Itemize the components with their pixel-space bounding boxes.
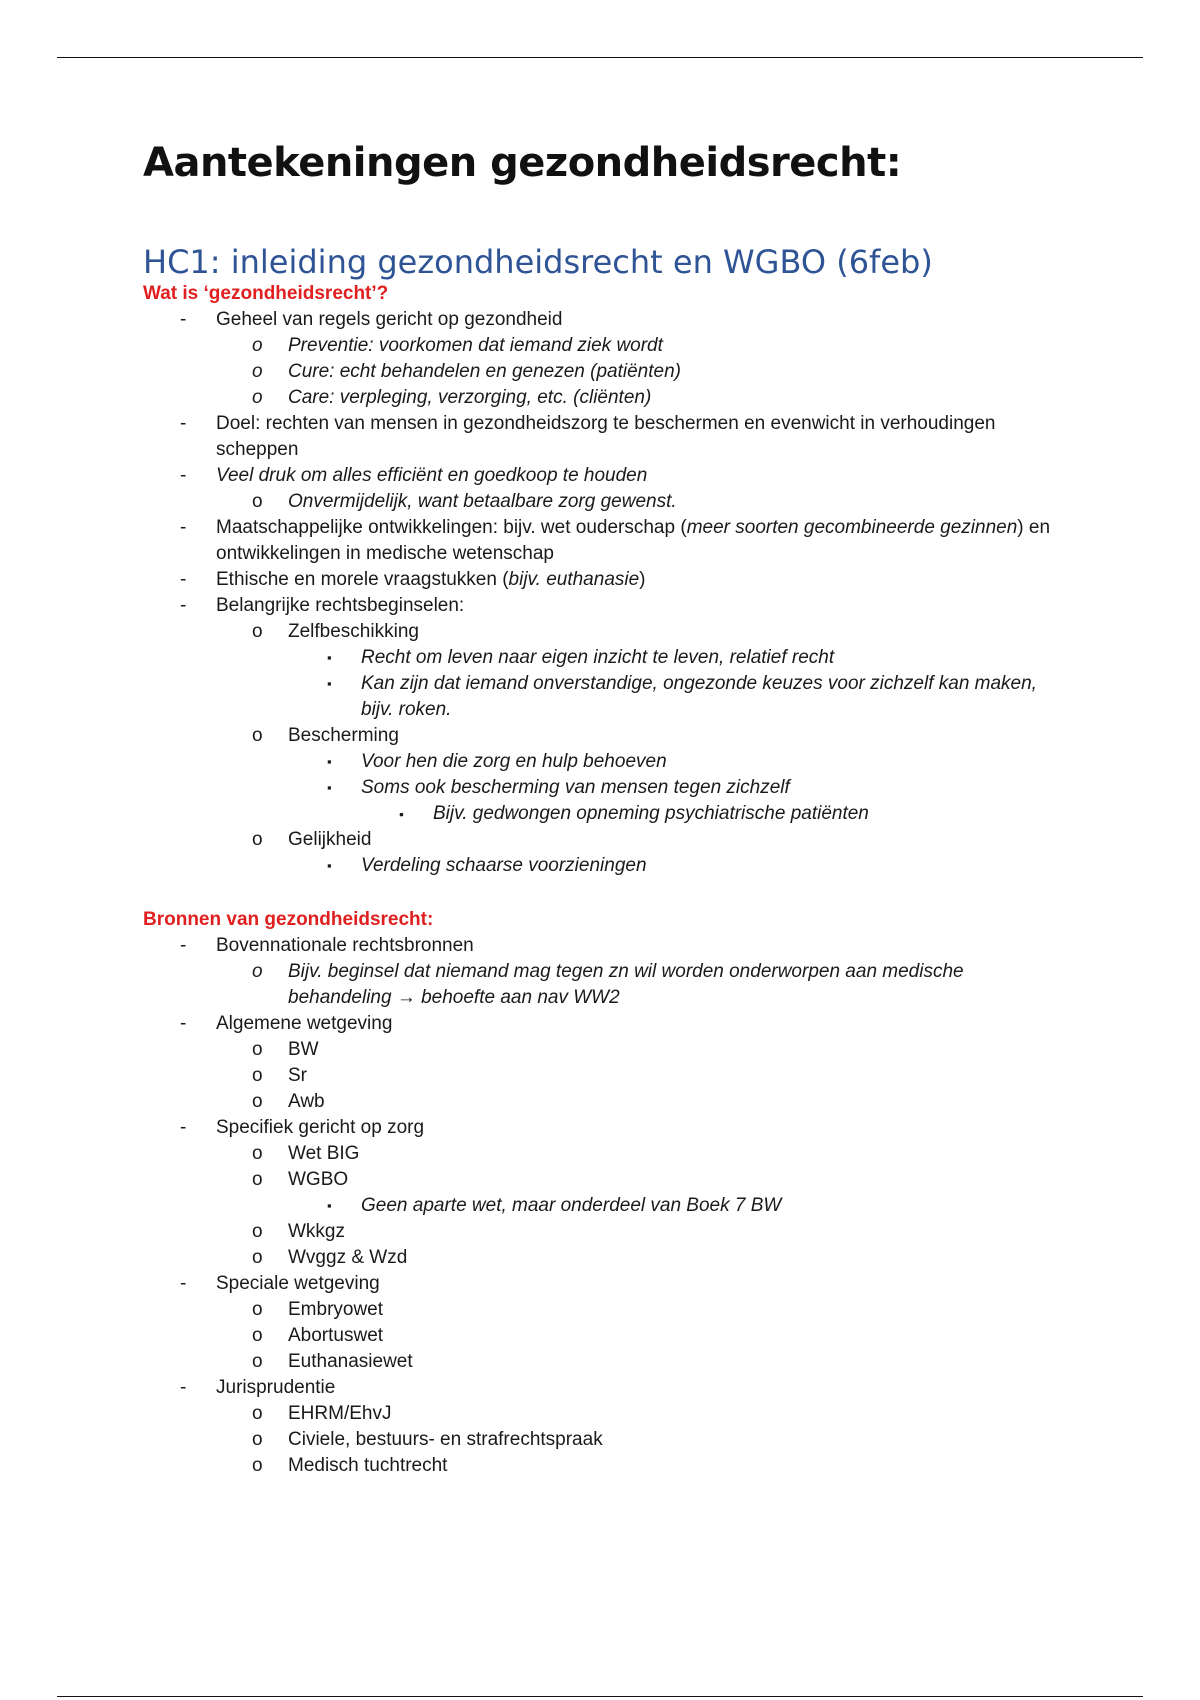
list-item: - Belangrijke rechtsbeginselen: (180, 595, 465, 616)
list-item: o Abortuswet (252, 1325, 384, 1346)
list-item: - Bovennationale rechtsbronnen (180, 935, 474, 956)
list-item: ▪ Verdeling schaarse voorzieningen (327, 855, 647, 876)
list-item: - Speciale wetgeving (180, 1273, 380, 1294)
list-item: o BW (252, 1039, 319, 1060)
list-item: o EHRM/EhvJ (252, 1403, 392, 1424)
section-title: Wat is ‘gezondheidsrecht’? (143, 283, 389, 304)
list-item: - Doel: rechten van mensen in gezondheidszorg te beschermen en evenwicht in verhoudingen scheppen (180, 413, 996, 460)
list-item: o Bescherming (252, 725, 399, 746)
list-item: - Algemene wetgeving (180, 1013, 393, 1034)
list-item: - Maatschappelijke ontwikkelingen: bijv. wet ouderschap (meer soorten gecombineerde gezinnen) en ontwikkelingen in medische wetenschap (180, 517, 1051, 564)
list-item: ▪ Geen aparte wet, maar onderdeel van Boek 7 BW (327, 1195, 782, 1216)
list-item: o Wet BIG (252, 1143, 360, 1164)
list-item: ▪ Kan zijn dat iemand onverstandige, ongezonde keuzes voor zichzelf kan maken, bijv. roken. (327, 673, 1037, 720)
list-item: ▪ Voor hen die zorg en hulp behoeven (327, 751, 667, 772)
section-list (143, 933, 1063, 1479)
list-item: • Bijv. gedwongen opneming psychiatrische patiënten (399, 803, 869, 824)
list-item: o Onvermijdelijk, want betaalbare zorg gewenst. (252, 491, 677, 512)
lecture-heading: HC1: inleiding gezondheidsrecht en WGBO (6feb) (143, 243, 933, 281)
footer-rule (57, 1696, 1143, 1697)
list-item: o Zelfbeschikking (252, 621, 419, 642)
header-rule (57, 57, 1143, 58)
list-item: o Wkkgz (252, 1221, 345, 1242)
list-item: o Cure: echt behandelen en genezen (patiënten) (252, 361, 681, 382)
list-item: o Civiele, bestuurs- en strafrechtspraak (252, 1429, 603, 1450)
document-body (143, 140, 1063, 1479)
document-title: Aantekeningen gezondheidsrecht: (143, 140, 902, 186)
list-item: - Specifiek gericht op zorg (180, 1117, 425, 1138)
list-item: ▪ Soms ook bescherming van mensen tegen zichzelf (327, 777, 790, 798)
list-item: - Veel druk om alles efficiënt en goedkoop te houden (180, 465, 648, 486)
list-item: - Jurisprudentie (180, 1377, 336, 1398)
list-item: o Medisch tuchtrecht (252, 1455, 448, 1476)
list-item: o Preventie: voorkomen dat iemand ziek wordt (252, 335, 663, 356)
list-item: - Geheel van regels gericht op gezondheid (180, 309, 563, 330)
list-item: o Sr (252, 1065, 307, 1086)
list-item: o WGBO (252, 1169, 349, 1190)
list-item: o Euthanasiewet (252, 1351, 413, 1372)
section-list (143, 307, 1063, 879)
list-item: o Embryowet (252, 1299, 384, 1320)
list-item: o Awb (252, 1091, 325, 1112)
list-item: o Bijv. beginsel dat niemand mag tegen zn wil worden onderworpen aan medische behandeling → behoefte aan nav WW2 (252, 961, 964, 1008)
section-title: Bronnen van gezondheidsrecht: (143, 909, 434, 930)
list-item: - Ethische en morele vraagstukken (bijv. euthanasie) (180, 569, 646, 590)
list-item: o Gelijkheid (252, 829, 372, 850)
list-item: ▪ Recht om leven naar eigen inzicht te leven, relatief recht (327, 647, 835, 668)
list-item: o Wvggz & Wzd (252, 1247, 408, 1268)
list-item: o Care: verpleging, verzorging, etc. (cliënten) (252, 387, 652, 408)
